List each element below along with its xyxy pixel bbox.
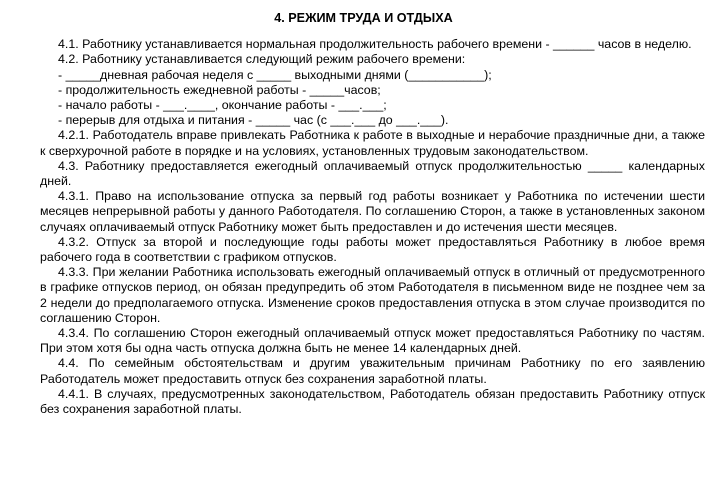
schedule-item-break: - перерыв для отдыха и питания - _____ час (с ___.___ до ___.___). [58, 113, 449, 128]
clause-4-3-4: 4.3.4. По соглашению Сторон ежегодный оплачиваемый отпуск может предоставляться Работнику по частям. При этом хотя бы одна часть отпуска должна быть не менее 14 календарных дней. [40, 326, 705, 356]
schedule-item-daily-duration: - продолжительность ежедневной работы - _____часов; [58, 82, 381, 97]
schedule-item-start-end: - начало работы - ___.____, окончание работы - ___.___; [58, 98, 387, 113]
clause-4-3-2: 4.3.2. Отпуск за второй и последующие годы работы может предоставляться Работнику в любое время рабочего года в соответствии с графиком отпусков. [40, 234, 705, 265]
schedule-item-workweek: - _____дневная рабочая неделя с _____ выходными днями (___________); [58, 67, 492, 82]
clause-4-1: 4.1. Работнику устанавливается нормальная продолжительность рабочего времени - ______ часов в неделю. [58, 37, 692, 52]
clause-4-4-1: 4.4.1. В случаях, предусмотренных законодательством, Работодатель обязан предоставить Работнику отпуск без сохранения заработной платы. [40, 386, 705, 417]
clause-4-2-1: 4.2.1. Работодатель вправе привлекать Работника к работе в выходные и нерабочие праздничные дни, а также к сверхурочной работе в порядке и на условиях, установленных трудовым законодательством. [40, 128, 705, 158]
clause-4-3-1: 4.3.1. Право на использование отпуска за первый год работы возникает у Работника по истечении шести месяцев непрерывной работы у данного Работодателя. По соглашению Сторон, а также в установленных законом случаях оплачиваемый отпуск Работнику может быть предоставлен и до истечения шести месяцев. [40, 189, 705, 234]
clause-4-3-3: 4.3.3. При желании Работника использовать ежегодный оплачиваемый отпуск в отличный от предусмотренного в графике отпусков период, он обязан предупредить об этом Работодателя в письменном виде не позднее чем за 2 недели до предполагаемого отпуска. Изменение сроков предоставления отпуска в этом случае производится по соглашению Сторон. [40, 265, 705, 325]
clause-4-3: 4.3. Работнику предоставляется ежегодный оплачиваемый отпуск продолжительностью _____ календарных дней. [40, 158, 705, 189]
clause-4-4: 4.4. По семейным обстоятельствам и другим уважительным причинам Работнику по его заявлению Работодатель может предоставить отпуск без сохранения заработной платы. [40, 356, 705, 386]
section-title: 4. РЕЖИМ ТРУДА И ОТДЫХА [274, 11, 453, 25]
clause-4-2: 4.2. Работнику устанавливается следующий режим рабочего времени: [58, 52, 466, 67]
